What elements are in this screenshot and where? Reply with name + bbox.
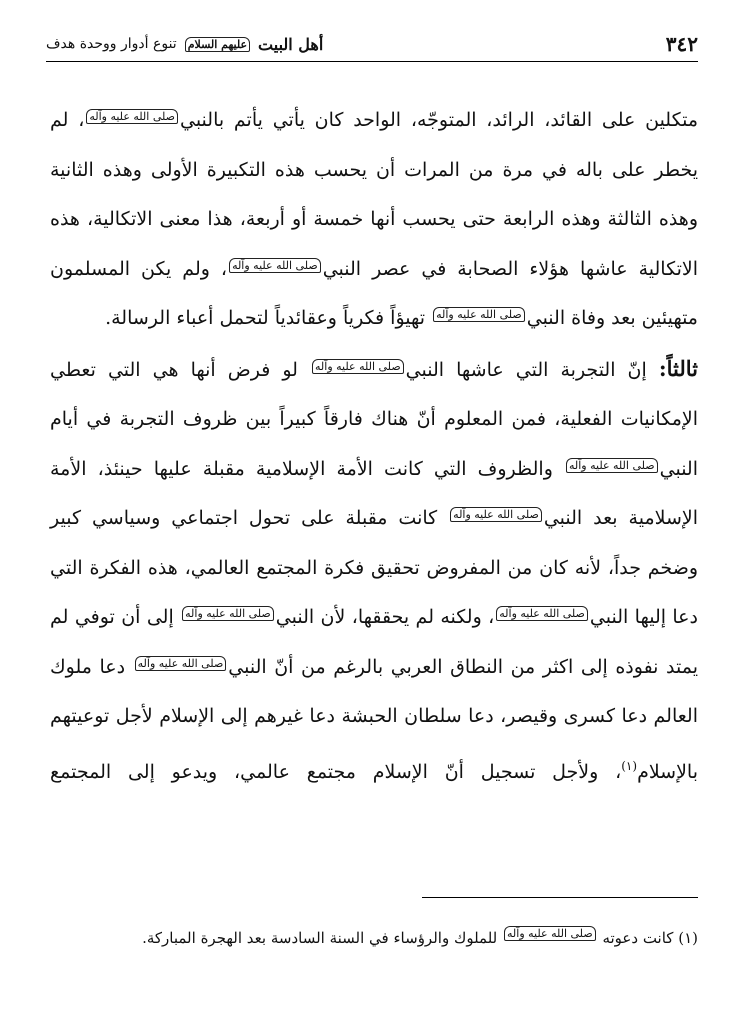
p1-seg-4: تهيؤاً فكرياً وعقائدياً لتحمل أعباء الرسالة. [105,307,432,329]
salawat-icon: صلى الله عليه وآله [182,606,274,621]
paragraph-lead-word: ثالثاً: [658,355,698,381]
paragraph-1 [50,96,698,344]
p2-seg-8: ، ولأجل تسجيل أنّ الإسلام مجتمع عالمي، ويدعو إلى المجتمع [50,760,622,783]
book-title-group [46,35,323,54]
page-body [50,96,698,797]
salawat-icon: صلى الله عليه وآله [450,507,542,522]
book-title: أهل البيت [258,34,324,54]
book-subtitle: تنوع أدوار ووحدة هدف [46,36,177,52]
p2-seg-4: كانت مقبلة على تحول اجتماعي وسياسي كبير وضخم جداً، لأنه كان من المفروض تحقيق فكرة المجتمع العالمي، هذه الفكرة التي دعا إليها النبي [50,507,698,628]
salawat-icon: صلى الله عليه وآله [496,606,588,621]
p1-seg-2: ، لم يخطر على باله في مرة من المرات أن يحسب هذه التكبيرة الأولى وهذه الثانية وهذه الثالثة وهذه الرابعة حتى يحسب أنها خمسة أو أربعة، هذا معنى الاتكالية، هذه الاتكالية عاشها هؤلاء الصحابة في عصر النبي [50,109,698,280]
p2-seg-2: لو فرض أنها هي التي تعطي الإمكانيات الفعلية، فمن المعلوم أنّ هناك فارقاً كبيراً بين ظروف التجربة في أيام النبي [50,358,698,480]
page-number: ٣٤٢ [665,32,698,56]
footnote [46,926,698,950]
honorific-symbol-icon: عليهم السلام [185,37,250,52]
p1-seg-3: ، ولم يكن المسلمون متهيئين بعد وفاة النبي [50,257,698,329]
running-header [46,30,698,58]
salawat-icon: صلى الله عليه وآله [433,307,525,322]
header-rule [46,61,698,62]
paragraph-2 [50,344,698,798]
footnote-marker: (١) [678,929,698,947]
salawat-icon: صلى الله عليه وآله [312,359,404,374]
salawat-icon: صلى الله عليه وآله [566,458,658,473]
p2-seg-1: إنّ التجربة التي عاشها النبي [405,358,659,381]
p2-seg-7: دعا ملوك العالم دعا كسرى وقيصر، دعا سلطان الحبشة دعا غيرهم إلى الإسلام لأجل توعيتهم بالإسلام [50,655,698,783]
salawat-icon: صلى الله عليه وآله [504,926,596,941]
p2-seg-3: والظروف التي كانت الأمة الإسلامية مقبلة عليها حينئذ، الأمة الإسلامية بعد النبي [50,457,698,529]
p1-seg-1: متكلين على القائد، الرائد، المتوجّه، الواحد كان يأتي يأتم بالنبي [179,109,699,131]
footnote-text-before: كانت دعوته [602,929,674,947]
footnote-reference[interactable]: (١) [621,758,638,773]
footnote-separator [422,897,698,898]
p2-seg-6: إلى أن توفي لم يمتد نفوذه إلى اكثر من النطاق العربي بالرغم من أنّ النبي [50,606,699,678]
salawat-icon: صلى الله عليه وآله [229,258,321,273]
salawat-icon: صلى الله عليه وآله [86,109,178,124]
p2-seg-5: ، ولكنه لم يحققها، لأن النبي [275,606,495,628]
footnote-text-after: للملوك والرؤساء في السنة السادسة بعد الهجرة المباركة. [142,929,498,947]
salawat-icon: صلى الله عليه وآله [135,656,227,671]
